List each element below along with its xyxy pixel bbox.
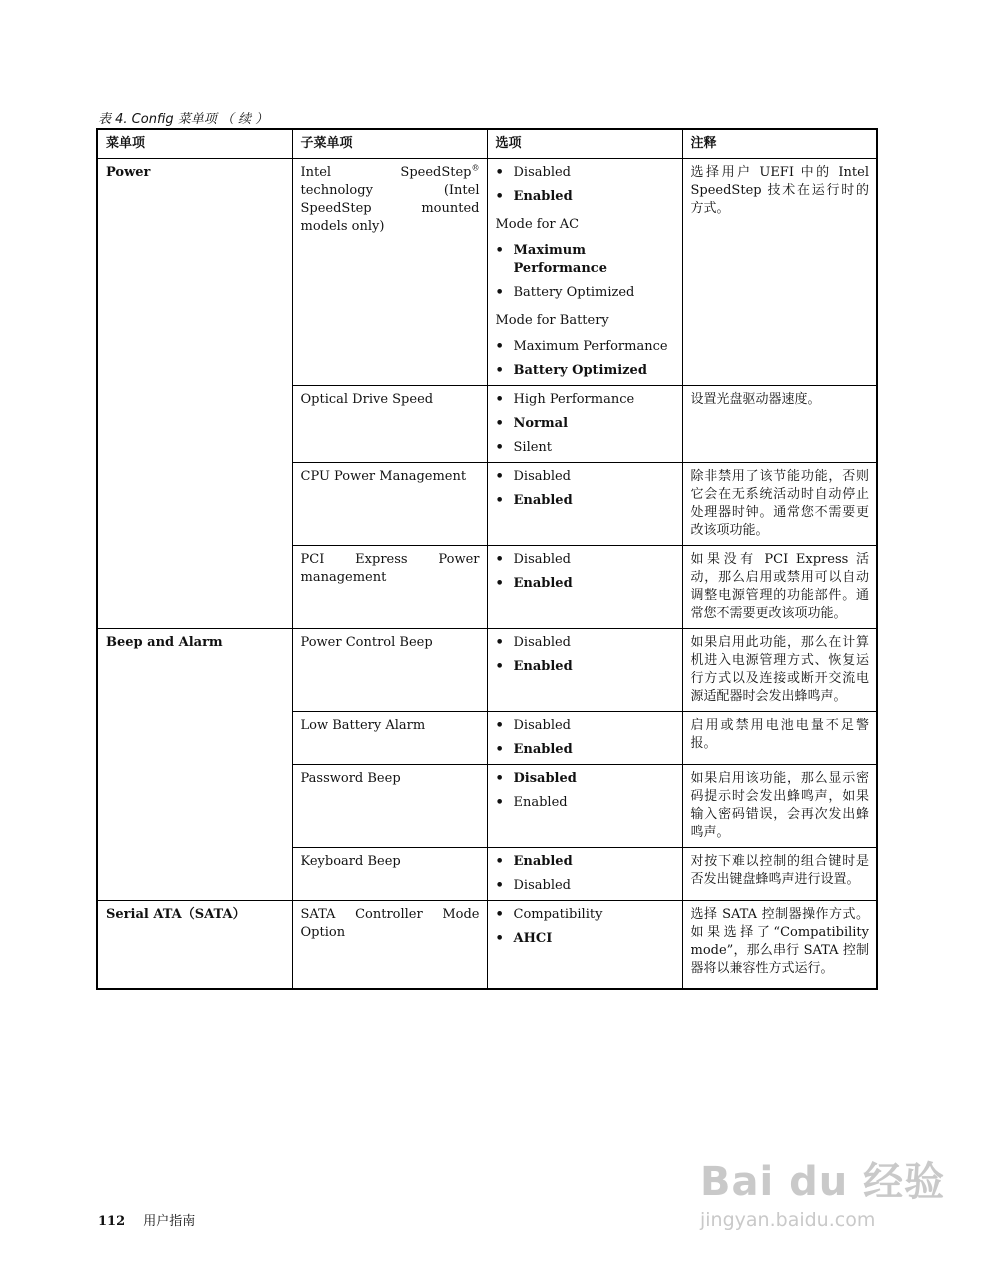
options-pci xyxy=(487,546,682,629)
option-item: • Battery Optimized xyxy=(496,284,675,302)
options-low-battery xyxy=(487,712,682,765)
submenu-optical-drive-speed: Optical Drive Speed xyxy=(292,386,487,463)
option-item-default: • Enabled xyxy=(496,188,675,206)
options-power-control-beep xyxy=(487,629,682,712)
menu-cell-empty xyxy=(97,546,292,629)
options-cpu xyxy=(487,463,682,546)
page-number: 112 xyxy=(98,1214,126,1229)
table-row xyxy=(97,159,877,386)
note-password-beep: 如果启用该功能，那么显示密码提示时会发出蜂鸣声，如果输入密码错误，会再次发出蜂鸣声。 xyxy=(682,765,877,848)
config-menu-table xyxy=(96,128,878,990)
option-item-default: • Battery Optimized xyxy=(496,362,675,380)
table-row xyxy=(97,712,877,765)
option-item: • Disabled xyxy=(496,717,675,735)
option-item-default: • Enabled xyxy=(496,741,675,759)
submenu-pci-express-power: PCI Express Power management xyxy=(292,546,487,629)
option-item-default: • Enabled xyxy=(496,492,675,510)
option-item: • Disabled xyxy=(496,551,675,569)
option-item-default: • Enabled xyxy=(496,853,675,871)
menu-cell-empty xyxy=(97,765,292,848)
option-item: • Disabled xyxy=(496,468,675,486)
table-row xyxy=(97,546,877,629)
option-item: • Disabled xyxy=(496,877,675,895)
submenu-low-battery-alarm: Low Battery Alarm xyxy=(292,712,487,765)
submenu-speedstep-rest: technology (Intel SpeedStep mounted models only) xyxy=(300,183,480,234)
submenu-password-beep: Password Beep xyxy=(292,765,487,848)
option-item-default: • Enabled xyxy=(496,575,675,593)
option-item-default: • Normal xyxy=(496,415,675,433)
option-item-default: • Disabled xyxy=(496,770,675,788)
note-sata: 选择 SATA 控制器操作方式。如果选择了“Compatibility mode”，那么串行 SATA 控制器将以兼容性方式运行。 xyxy=(682,901,877,990)
header-options: 选项 xyxy=(487,129,682,159)
option-item: • Enabled xyxy=(496,794,675,812)
option-item: • Maximum Performance xyxy=(496,338,675,356)
option-item: • High Performance xyxy=(496,391,675,409)
menu-cell-empty xyxy=(97,386,292,463)
menu-power: Power xyxy=(97,159,292,386)
submenu-cpu-power-management: CPU Power Management xyxy=(292,463,487,546)
options-optical xyxy=(487,386,682,463)
note-pci: 如果没有 PCI Express 活动，那么启用或禁用可以自动调整电源管理的功能部件。通常您不需要更改该项功能。 xyxy=(682,546,877,629)
menu-cell-empty xyxy=(97,848,292,901)
menu-serial-ata: Serial ATA（SATA） xyxy=(97,901,292,990)
header-menu-item: 菜单项 xyxy=(97,129,292,159)
submenu-sata-controller-mode: SATA Controller Mode Option xyxy=(292,901,487,990)
option-item: • Compatibility xyxy=(496,906,675,924)
page-footer xyxy=(98,1210,195,1229)
option-item: • Disabled xyxy=(496,634,675,652)
options-password-beep xyxy=(487,765,682,848)
submenu-power-control-beep: Power Control Beep xyxy=(292,629,487,712)
table-row xyxy=(97,386,877,463)
options-sata xyxy=(487,901,682,990)
option-item: • Disabled xyxy=(496,164,675,182)
note-optical: 设置光盘驱动器速度。 xyxy=(682,386,877,463)
header-comments: 注释 xyxy=(682,129,877,159)
table-row xyxy=(97,765,877,848)
menu-beep-and-alarm: Beep and Alarm xyxy=(97,629,292,712)
note-power-control-beep: 如果启用此功能，那么在计算机进入电源管理方式、恢复运行方式以及连接或断开交流电源适配器时会发出蜂鸣声。 xyxy=(682,629,877,712)
submenu-speedstep-name: Intel SpeedStep xyxy=(300,165,472,180)
table-caption: 表 4. Config 菜单项 （ 续 ） xyxy=(98,112,269,127)
option-item-default: • Maximum Performance xyxy=(496,242,675,278)
submenu-speedstep xyxy=(292,159,487,386)
menu-cell-empty xyxy=(97,463,292,546)
option-item-default: • Enabled xyxy=(496,658,675,676)
submenu-keyboard-beep: Keyboard Beep xyxy=(292,848,487,901)
mode-for-ac-label: Mode for AC xyxy=(495,217,580,232)
table-row xyxy=(97,901,877,990)
watermark-logo: Bai du 经验 xyxy=(700,1159,946,1205)
note-cpu: 除非禁用了该节能功能，否则它会在无系统活动时自动停止处理器时钟。通常您不需要更改该项功能。 xyxy=(682,463,877,546)
header-submenu-item: 子菜单项 xyxy=(292,129,487,159)
option-item-default: • AHCI xyxy=(496,930,675,948)
note-low-battery: 启用或禁用电池电量不足警报。 xyxy=(682,712,877,765)
table-row xyxy=(97,629,877,712)
note-speedstep: 选择用户 UEFI 中的 Intel SpeedStep 技术在运行时的方式。 xyxy=(682,159,877,386)
table-header-row xyxy=(97,129,877,159)
mode-for-battery-label: Mode for Battery xyxy=(495,313,609,328)
watermark-url: jingyan.baidu.com xyxy=(700,1209,876,1231)
options-speedstep xyxy=(487,159,682,386)
options-keyboard-beep xyxy=(487,848,682,901)
menu-cell-empty xyxy=(97,712,292,765)
registered-mark: ® xyxy=(471,163,480,173)
option-item: • Silent xyxy=(496,439,675,457)
table-row xyxy=(97,463,877,546)
note-keyboard-beep: 对按下难以控制的组合键时是否发出键盘蜂鸣声进行设置。 xyxy=(682,848,877,901)
table-row xyxy=(97,848,877,901)
baidu-jingyan-watermark xyxy=(700,1150,950,1260)
footer-title: 用户指南 xyxy=(143,1214,196,1229)
